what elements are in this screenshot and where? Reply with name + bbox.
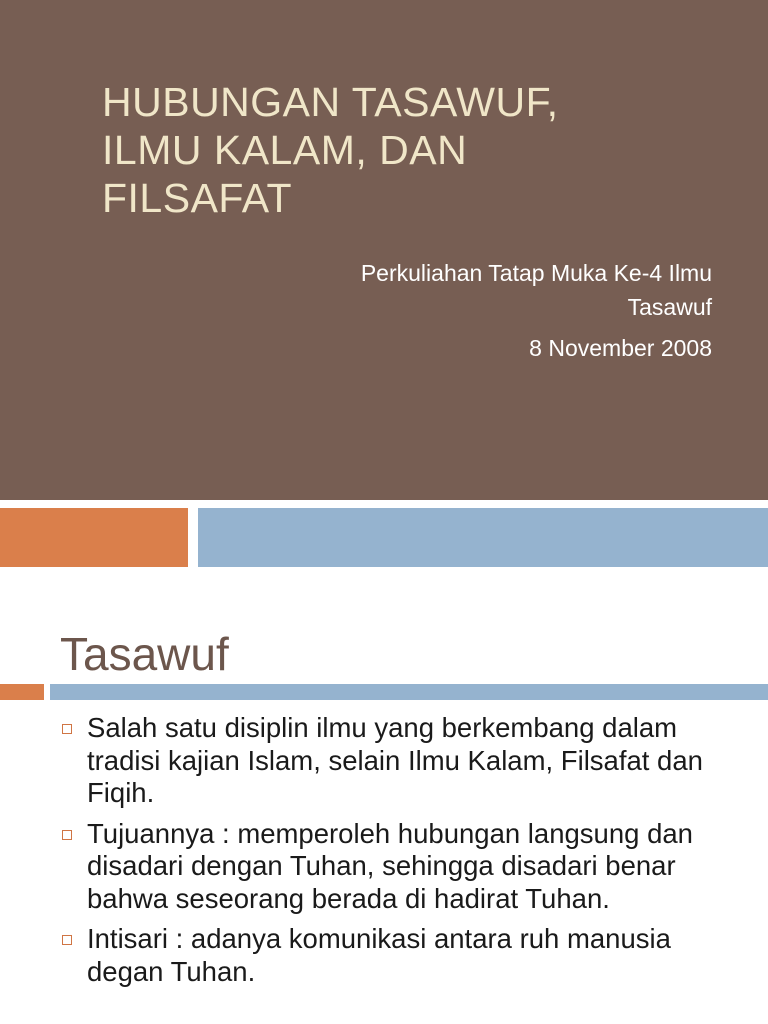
heading-bar-blue	[50, 684, 768, 700]
list-item	[60, 712, 750, 810]
section-heading: Tasawuf	[60, 628, 229, 680]
bullet-list	[60, 712, 750, 996]
hollow-square-icon	[62, 830, 72, 840]
slide-title-line: FILSAFAT	[102, 175, 293, 221]
slide-date: 8 November 2008	[529, 335, 712, 361]
bullet-text: Intisari : adanya komunikasi antara ruh manusia degan Tuhan.	[87, 923, 671, 987]
bullet-text: Salah satu disiplin ilmu yang berkembang dalam tradisi kajian Islam, selain Ilmu Kalam, Filsafat dan Fiqih.	[87, 712, 703, 808]
slide-title	[102, 78, 662, 222]
divider-line	[0, 500, 768, 508]
heading-bar-orange	[0, 684, 44, 700]
list-item	[60, 818, 750, 916]
slide-title-line: ILMU KALAM, DAN	[102, 127, 468, 173]
title-slide	[0, 0, 768, 500]
accent-band-orange	[0, 508, 188, 567]
subtitle-line: Tasawuf	[627, 294, 712, 320]
bullet-text: Tujuannya : memperoleh hubungan langsung dan disadari dengan Tuhan, sehingga disadari benar bahwa seseorang berada di hadirat Tuhan.	[87, 817, 693, 914]
slide-subtitle	[232, 256, 712, 324]
hollow-square-icon	[62, 935, 72, 945]
list-item	[60, 923, 750, 988]
slide-title-line: HUBUNGAN TASAWUF,	[102, 79, 559, 125]
subtitle-line: Perkuliahan Tatap Muka Ke-4 Ilmu	[360, 260, 712, 286]
accent-band-blue	[198, 508, 768, 567]
hollow-square-icon	[62, 724, 72, 734]
